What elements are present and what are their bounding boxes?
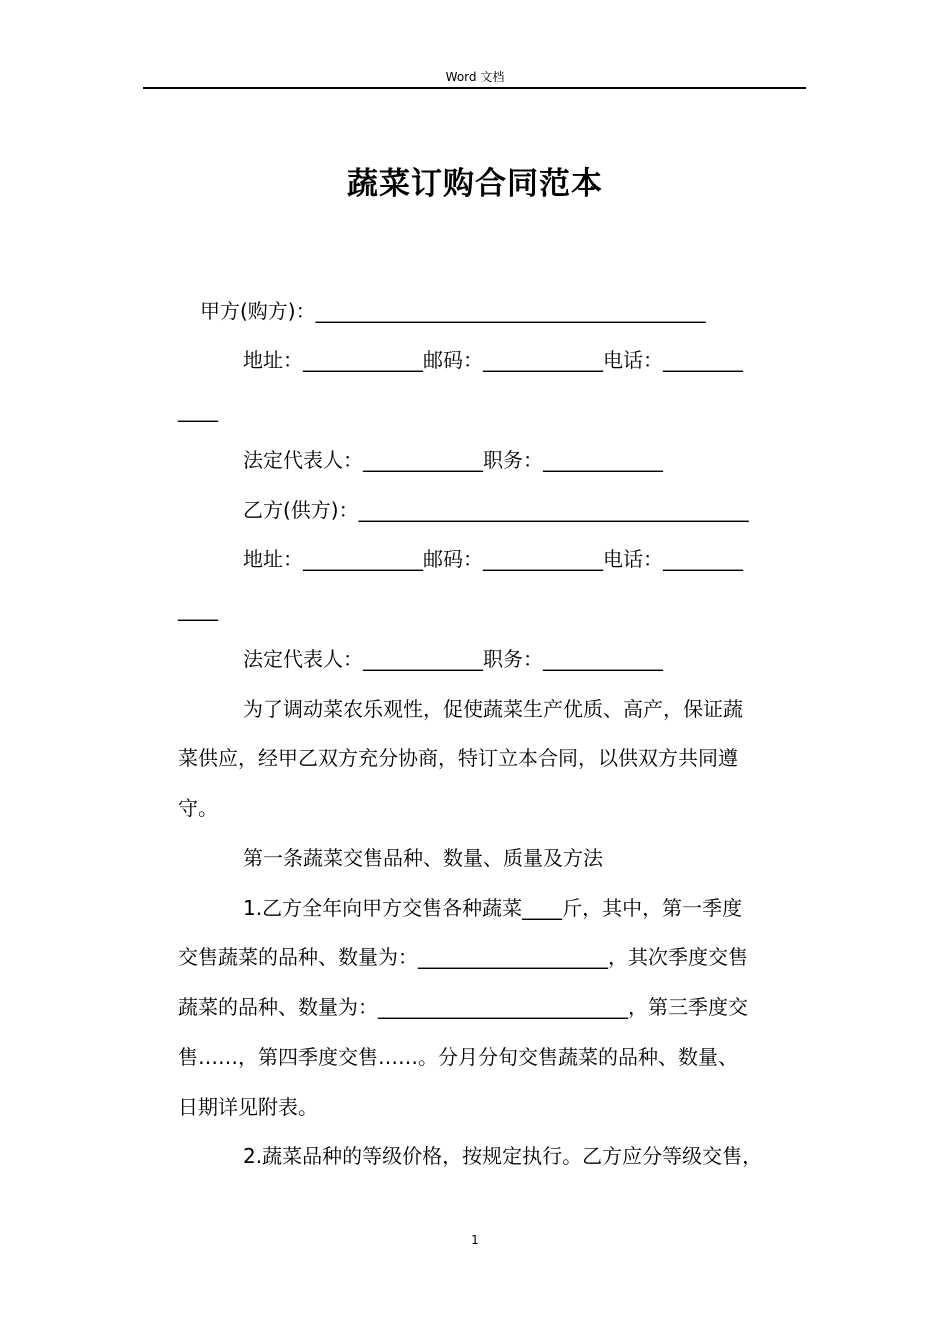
party-a-line: 甲方(购方)：_______________________________________ xyxy=(200,299,706,323)
clause-1-line-5: 日期详见附表。 xyxy=(178,1095,318,1119)
party-b-address-continuation: ____ xyxy=(178,597,218,621)
clause-2-line-1: 2.蔬菜品种的等级价格，按规定执行。乙方应分等级交售， xyxy=(243,1144,763,1168)
party-a-representative-line: 法定代表人：____________职务：____________ xyxy=(243,448,663,472)
party-b-line: 乙方(供方)：_______________________________________ xyxy=(243,498,749,522)
preamble-line-3: 守。 xyxy=(178,796,218,820)
party-a-address-continuation: ____ xyxy=(178,398,218,422)
party-a-address-line: 地址：____________邮码：____________电话：________ xyxy=(243,348,743,372)
party-b-representative-line: 法定代表人：____________职务：____________ xyxy=(243,647,663,671)
clause-1-line-1: 1.乙方全年向甲方交售各种蔬菜____斤，其中，第一季度 xyxy=(243,896,743,920)
preamble-line-2: 菜供应，经甲乙双方充分协商，特订立本合同，以供双方共同遵 xyxy=(178,746,738,770)
page-number: 1 xyxy=(471,1233,479,1247)
document-title: 蔬菜订购合同范本 xyxy=(347,166,603,202)
clause-1-line-3: 蔬菜的品种、数量为：_________________________，第三季度交 xyxy=(178,995,748,1019)
page-header: Word 文档 xyxy=(445,70,505,84)
clause-1-line-4: 售……，第四季度交售……。分月分旬交售蔬菜的品种、数量、 xyxy=(178,1045,738,1069)
header-divider xyxy=(143,87,806,89)
article-1-heading: 第一条蔬菜交售品种、数量、质量及方法 xyxy=(243,846,603,870)
clause-1-line-2: 交售蔬菜的品种、数量为：___________________，其次季度交售 xyxy=(178,945,748,969)
party-b-address-line: 地址：____________邮码：____________电话：________ xyxy=(243,547,743,571)
preamble-line-1: 为了调动菜农乐观性，促使蔬菜生产优质、高产，保证蔬 xyxy=(243,697,743,721)
